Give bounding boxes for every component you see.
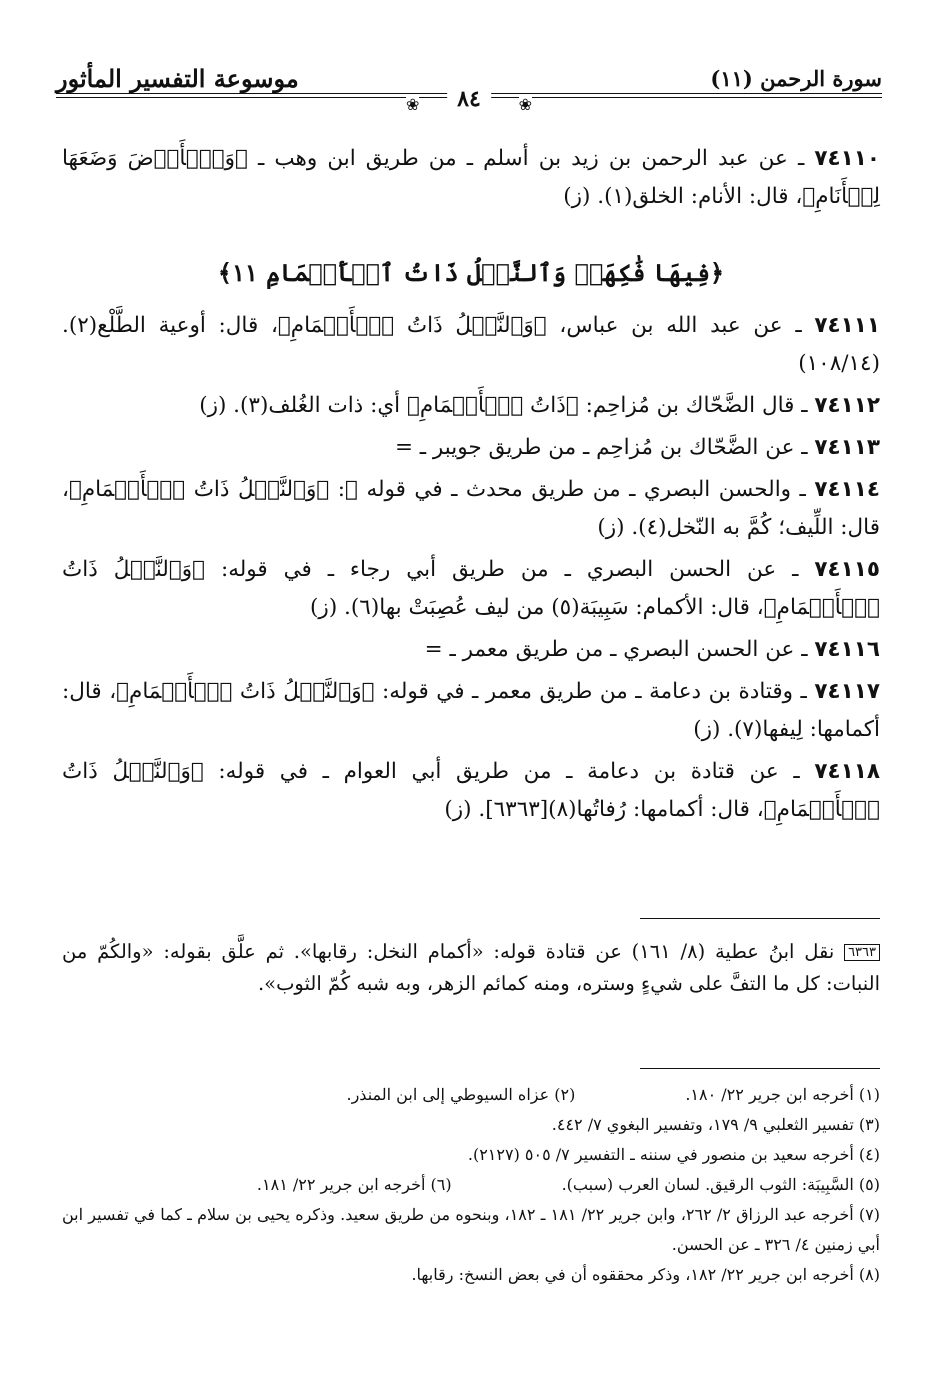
hadith-entry [62, 631, 880, 669]
editor-note [62, 936, 880, 1000]
entry-text: ـ وقتادة بن دعامة ـ من طريق معمر ـ في قوله: ﴿وَٱلنَّخۡلُ ذَاتُ ٱلۡأَكۡمَامِ﴾، قال: أكمامها: لِيفها(٧). (ز) [62, 679, 880, 742]
entry-number: ٧٤١١١ [814, 313, 880, 338]
note-separator [640, 918, 880, 919]
page-header [56, 62, 882, 120]
entry-text: ـ عن الضَّحّاك بن مُزاحِم ـ من طريق جويبر ـ = [394, 435, 808, 460]
entry-text: ـ عن قتادة بن دعامة ـ من طريق أبي العوام ـ في قوله: ﴿وَٱلنَّخۡلُ ذَاتُ ٱلۡأَكۡمَامِ﴾، قال: أكمامها: رُفاتُها(٨)[٦٣٦٣]. (ز) [62, 759, 880, 822]
hadith-entry [62, 551, 880, 627]
book-title: موسوعة التفسير المأثور [56, 64, 299, 93]
hadith-entry [62, 753, 880, 829]
ornament-icon: ❀ [518, 95, 532, 114]
editor-note-text: نقل ابنُ عطية (٨/ ١٦١) عن قتادة قوله: «أكمام النخل: رقابها». ثم علَّق بقوله: «والكُمّ من النبات: كل ما التفَّ على شيءٍ وستره، ومنه كمائم الزهر، وبه شبه كُمّ الثوب». [62, 940, 880, 995]
hadith-entry [62, 387, 880, 425]
main-text [62, 140, 880, 833]
footnote: (٦) أخرجه ابن جرير ٢٢/ ١٨١. [256, 1175, 452, 1194]
footnote: (٨) أخرجه ابن جرير ٢٢/ ١٨٢، وذكر محققوه أن في بعض النسخ: رقابها. [411, 1265, 880, 1284]
footnote: (٥) السَّبِيبَة: الثوب الرقيق. لسان العرب (سبب). [561, 1175, 880, 1194]
footnote-row [62, 1170, 880, 1200]
entry-number: ٧٤١١٨ [814, 759, 880, 784]
hadith-entry [62, 140, 880, 216]
footnote: (١) أخرجه ابن جرير ٢٢/ ١٨٠. [685, 1085, 880, 1104]
entry-text: ـ قال الضَّحّاك بن مُزاحِم: ﴿ذَاتُ ٱلۡأَكۡمَامِ﴾ أي: ذات الغُلف(٣). (ز) [199, 393, 808, 418]
entry-number: ٧٤١١٧ [814, 679, 880, 704]
quran-verse-heading: ﴿فِيهَا فَٰكِهَةٞ وَٱلنَّخۡلُ ذَاتُ ٱلۡأَكۡمَامِ ١١﴾ [217, 258, 725, 287]
note-number-box: ٦٣٦٣ [844, 944, 880, 961]
hadith-entry [62, 429, 880, 467]
footnote: (٣) تفسير الثعلبي ٩/ ١٧٩، وتفسير البغوي ٧/ ٤٤٢. [551, 1115, 880, 1134]
footnote-row [62, 1080, 880, 1110]
entry-text: ـ عن عبد الله بن عباس، ﴿وَٱلنَّخۡلُ ذَاتُ ٱلۡأَكۡمَامِ﴾، قال: أوعية الطَّلْع(٢). (١٠٨/١٤) [62, 313, 880, 376]
entry-text: ـ عن الحسن البصري ـ من طريق أبي رجاء ـ في قوله: ﴿وَٱلنَّخۡلُ ذَاتُ ٱلۡأَكۡمَامِ﴾، قال: الأكمام: سَبِيبَة(٥) من ليف عُصِبَتْ بها(٦). (ز) [62, 557, 880, 620]
footnotes [62, 1080, 880, 1290]
footnote: (٢) عزاه السيوطي إلى ابن المنذر. [346, 1085, 576, 1104]
entry-text: ـ عن الحسن البصري ـ من طريق معمر ـ = [424, 637, 808, 662]
entry-text: ـ عن عبد الرحمن بن زيد بن أسلم ـ من طريق ابن وهب ـ ﴿وَٱلۡأَرۡضَ وَضَعَهَا لِلۡأَنَامِ﴾، قال: الأنام: الخلق(١). (ز) [62, 146, 880, 209]
hadith-entry [62, 307, 880, 383]
footnote: (٤) أخرجه سعيد بن منصور في سننه ـ التفسير ٧/ ٥٠٥ (٢١٢٧). [467, 1145, 880, 1164]
entry-number: ٧٤١١٣ [814, 435, 880, 460]
entry-number: ٧٤١١٥ [814, 557, 880, 582]
surah-title: سورة الرحمن (١١) [710, 66, 882, 91]
entry-text: ـ والحسن البصري ـ من طريق محدث ـ في قوله ﷻ: ﴿وَٱلنَّخۡلُ ذَاتُ ٱلۡأَكۡمَامِ﴾، قال: اللِّيف؛ كُمَّ به النّخل(٤). (ز) [62, 477, 880, 540]
hadith-entry [62, 471, 880, 547]
hadith-entry [62, 673, 880, 749]
footnote: (٧) أخرجه عبد الرزاق ٢/ ٢٦٢، وابن جرير ٢٢/ ١٨١ ـ ١٨٢، وبنحوه من طريق سعيد. وذكره يحيى بن سلام ـ كما في تفسير ابن أبي زمنين ٤/ ٣٢٦ ـ عن الحسن. [62, 1205, 880, 1254]
footnote-separator [640, 1068, 880, 1069]
entry-number: ٧٤١١٦ [814, 637, 880, 662]
ornament-icon: ❀ [406, 95, 420, 114]
page-number: ٨٤ [447, 86, 491, 112]
entry-number: ٧٤١١٤ [814, 477, 880, 502]
entry-number: ٧٤١١٢ [814, 393, 880, 418]
entry-number: ٧٤١١٠ [814, 146, 880, 171]
